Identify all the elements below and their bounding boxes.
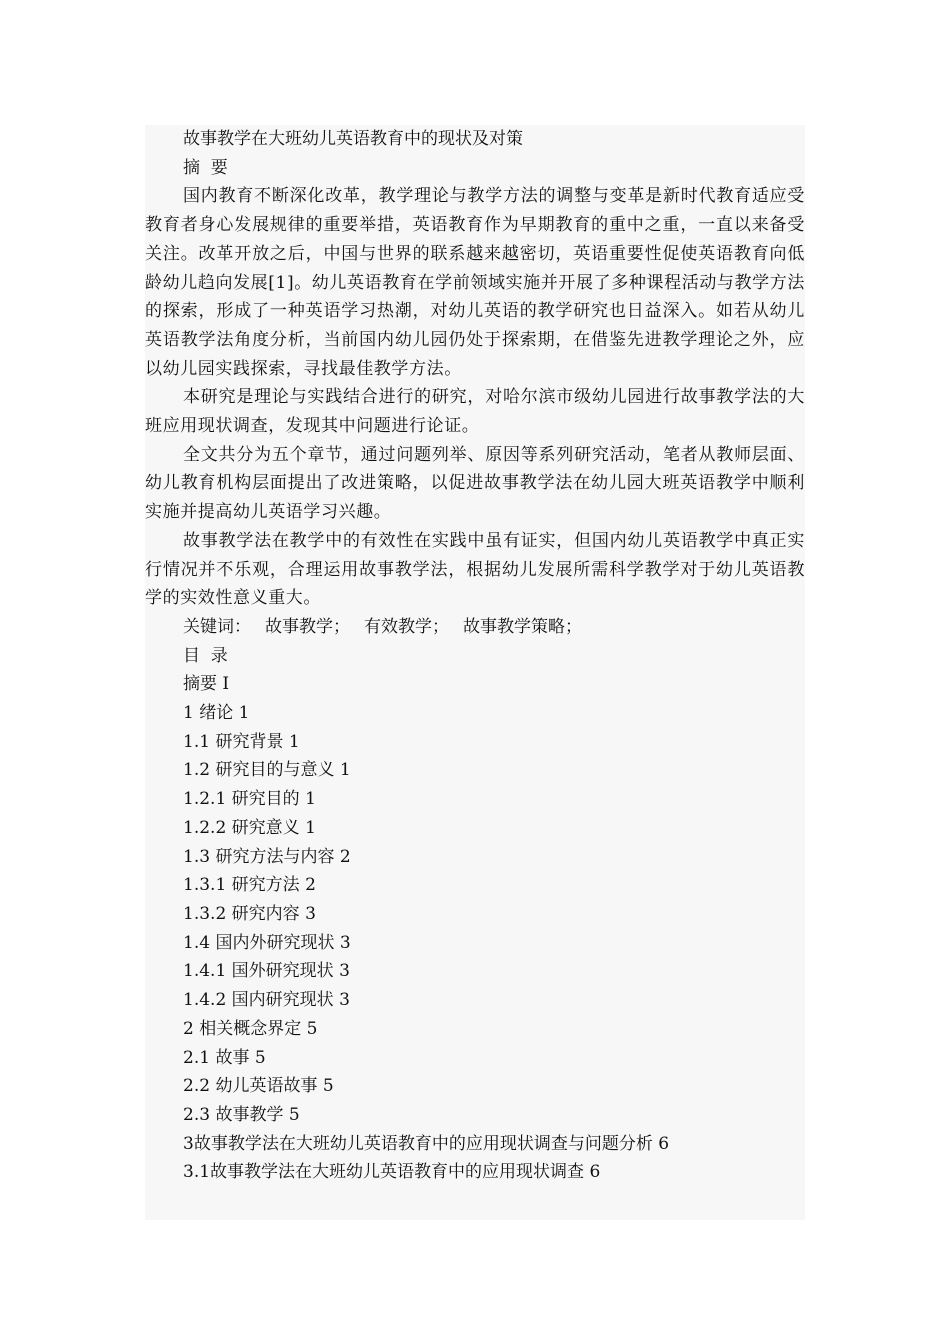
toc-item: 3.1故事教学法在大班幼儿英语教育中的应用现状调查 6 <box>183 1162 601 1183</box>
toc-heading: 目 录 <box>183 645 228 666</box>
toc-item: 2.1 故事 5 <box>183 1047 266 1068</box>
document-content <box>145 125 805 1187</box>
table-of-contents <box>145 670 805 1187</box>
toc-item: 摘要 I <box>183 674 230 695</box>
toc-item: 2.2 幼儿英语故事 5 <box>183 1076 334 1097</box>
toc-item: 1.4.2 国内研究现状 3 <box>183 990 350 1011</box>
toc-item: 2 相关概念界定 5 <box>183 1018 318 1039</box>
toc-item: 1.2.1 研究目的 1 <box>183 789 316 810</box>
document-title: 故事教学在大班幼儿英语教育中的现状及对策 <box>183 129 523 149</box>
keywords-line <box>145 613 805 642</box>
toc-item: 1.1 研究背景 1 <box>183 731 300 752</box>
abstract-paragraph-4: 故事教学法在教学中的有效性在实践中虽有证实，但国内幼儿英语教学中真正实行情况并不乐观，合理运用故事教学法，根据幼儿发展所需科学教学对于幼儿英语教学的实效性意义重大。 <box>145 530 805 609</box>
document-page <box>145 125 805 1220</box>
keyword: 有效教学； <box>364 616 449 637</box>
keyword: 故事教学； <box>265 616 350 637</box>
toc-item: 1.4.1 国外研究现状 3 <box>183 961 350 982</box>
toc-item: 1.4 国内外研究现状 3 <box>183 932 351 953</box>
abstract-paragraph-1: 国内教育不断深化改革，教学理论与教学方法的调整与变革是新时代教育适应受教育者身心发展规律的重要举措，英语教育作为早期教育的重中之重，一直以来备受关注。改革开放之后，中国与世界的联系越来越密切，英语重要性促使英语教育向低龄幼儿趋向发展[1]。幼儿英语教育在学前领域实施并开展了多种课程活动与教学方法的探索，形成了一种英语学习热潮，对幼儿英语的教学研究也日益深入。如若从幼儿英语教学法角度分析，当前国内幼儿园仍处于探索期，在借鉴先进教学理论之外，应以幼儿园实践探索，寻找最佳教学方法。 <box>145 186 805 379</box>
toc-item: 1.3.2 研究内容 3 <box>183 903 316 924</box>
toc-item: 1.3 研究方法与内容 2 <box>183 846 351 867</box>
abstract-paragraph-3: 全文共分为五个章节，通过问题列举、原因等系列研究活动，笔者从教师层面、幼儿教育机构层面提出了改进策略，以促进故事教学法在幼儿园大班英语教学中顺利实施并提高幼儿英语学习兴趣。 <box>145 444 805 523</box>
abstract-heading: 摘 要 <box>183 157 228 178</box>
toc-item: 2.3 故事教学 5 <box>183 1104 300 1125</box>
toc-item: 1.2.2 研究意义 1 <box>183 817 316 838</box>
keywords-label: 关键词： <box>183 616 251 637</box>
toc-item: 1 绪论 1 <box>183 703 250 724</box>
keyword: 故事教学策略； <box>463 616 582 637</box>
toc-item: 1.2 研究目的与意义 1 <box>183 760 351 781</box>
toc-item: 1.3.1 研究方法 2 <box>183 875 316 896</box>
toc-item: 3故事教学法在大班幼儿英语教育中的应用现状调查与问题分析 6 <box>183 1133 670 1154</box>
abstract-paragraph-2: 本研究是理论与实践结合进行的研究，对哈尔滨市级幼儿园进行故事教学法的大班应用现状调查，发现其中问题进行论证。 <box>145 387 805 437</box>
